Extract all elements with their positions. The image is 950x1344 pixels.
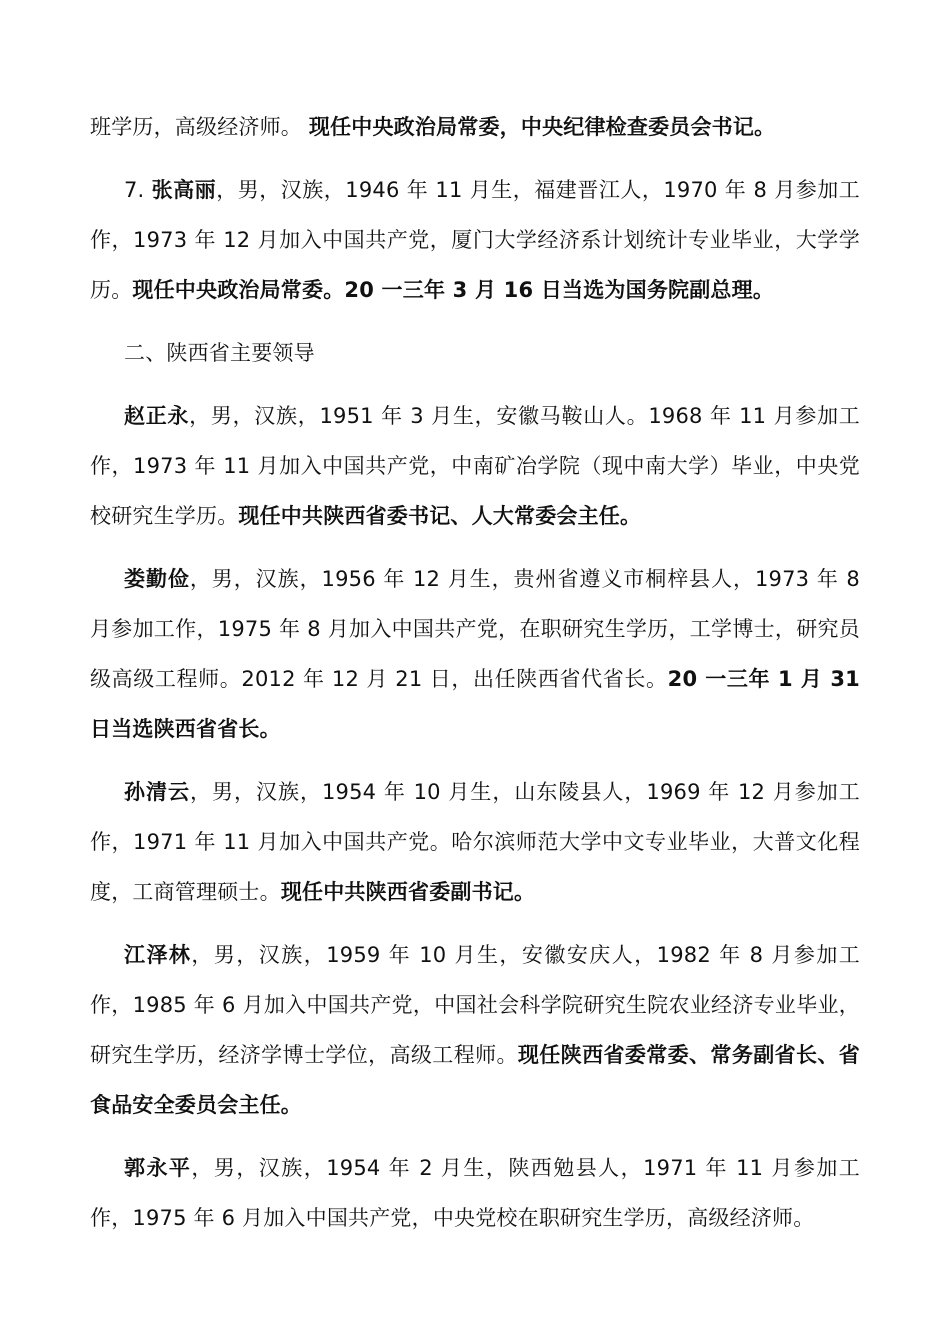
text-run: ，男，汉族，1954 年 10 月生，山东陵县人，1969 年 12 月参加工作，1971 年 11 月加入中国共产党。哈尔滨师范大学中文专业毕业，大普文化程度，工商管理硕士。: [90, 780, 860, 904]
text-run: ，男，汉族，1959 年 10 月生，安徽安庆人，1982 年 8 月参加工作，1985 年 6 月加入中国共产党，中国社会科学院研究生院农业经济专业毕业，研究生学历，经济学博士学位，高级工程师。: [90, 943, 860, 1067]
text-run-bold: 现任中央政治局常委。20 一三年 3 月 16 日当选为国务院副总理。: [132, 278, 775, 302]
paragraph-lou-qinjian: [90, 554, 860, 754]
person-name: 孙清云: [124, 780, 190, 804]
section-heading-text: 二、陕西省主要领导: [124, 341, 315, 365]
text-run: 7.: [124, 178, 152, 202]
paragraph-continuation: [90, 102, 860, 152]
document-page: [90, 102, 860, 1243]
text-run-bold: 现任中共陕西省委书记、人大常委会主任。: [238, 504, 642, 528]
person-name: 张高丽: [151, 178, 217, 202]
text-run-bold: 20 一三年 1 月 31 日当选陕西省省长。: [90, 667, 860, 741]
person-name: 赵正永: [124, 404, 190, 428]
person-name: 江泽林: [124, 943, 192, 967]
paragraph-zhang-gaoli: [90, 165, 860, 315]
text-run: ，男，汉族，1946 年 11 月生，福建晋江人，1970 年 8 月参加工作，1973 年 12 月加入中国共产党，厦门大学经济系计划统计专业毕业，大学学历。: [90, 178, 860, 302]
text-run-bold: 现任陕西省委常委、常务副省长、省食品安全委员会主任。: [90, 1043, 861, 1117]
section-heading: [90, 328, 860, 378]
text-run: ，男，汉族，1951 年 3 月生，安徽马鞍山人。1968 年 11 月参加工作，1973 年 11 月加入中国共产党，中南矿冶学院（现中南大学）毕业，中央党校研究生学历。: [90, 404, 860, 528]
paragraph-zhao-zhengyong: [90, 391, 860, 541]
paragraph-guo-yongping: [90, 1143, 860, 1243]
paragraph-sun-qingyun: [90, 767, 860, 917]
text-run: 班学历，高级经济师。: [90, 115, 309, 139]
text-run-bold: 现任中共陕西省委副书记。: [280, 880, 536, 904]
person-name: 郭永平: [124, 1156, 192, 1180]
text-run: ，男，汉族，1954 年 2 月生，陕西勉县人，1971 年 11 月参加工作，1975 年 6 月加入中国共产党，中央党校在职研究生学历，高级经济师。: [90, 1156, 860, 1230]
paragraph-jiang-zelin: [90, 930, 860, 1130]
text-run-bold: 现任中央政治局常委，中央纪律检查委员会书记。: [308, 115, 776, 139]
person-name: 娄勤俭: [124, 567, 190, 591]
text-run: ，男，汉族，1956 年 12 月生，贵州省遵义市桐梓县人，1973 年 8 月参加工作，1975 年 8 月加入中国共产党，在职研究生学历，工学博士，研究员级高级工程师。2012 年 12 月 21 日，出任陕西省代省长。: [90, 567, 860, 691]
